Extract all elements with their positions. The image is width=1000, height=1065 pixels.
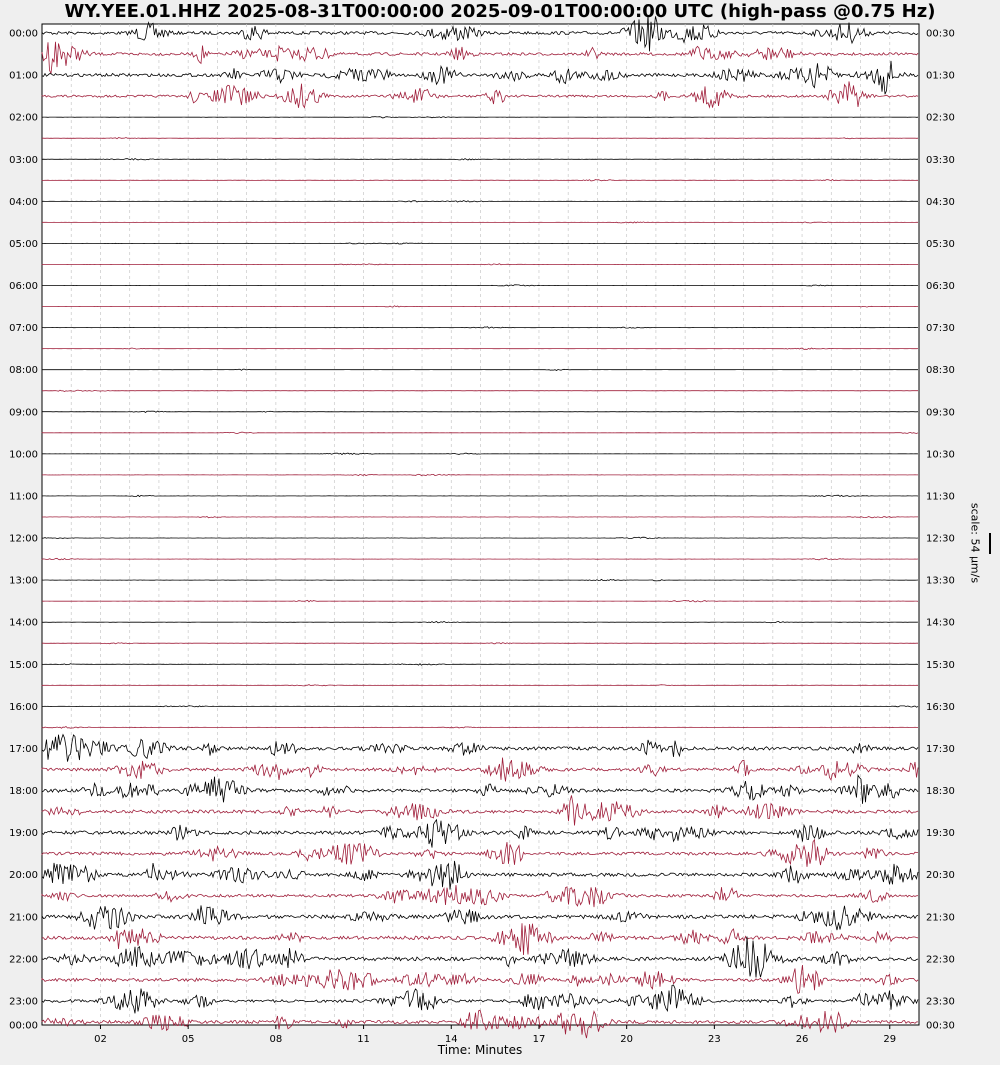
left-hour-label: 09:00	[9, 407, 38, 419]
right-hour-label: 11:30	[926, 491, 955, 503]
left-hour-label: 00:00	[9, 28, 38, 40]
right-hour-labels	[926, 29, 955, 1032]
x-tick-label: 29	[883, 1034, 897, 1045]
x-tick-label: 02	[94, 1034, 107, 1045]
right-hour-label: 22:30	[926, 954, 955, 966]
right-hour-label: 05:30	[926, 238, 955, 250]
right-hour-label: 02:30	[926, 112, 955, 124]
x-tick-label: 23	[707, 1034, 721, 1045]
left-hour-label: 13:00	[9, 575, 38, 587]
left-hour-label: 11:00	[9, 491, 38, 503]
x-tick-label: 11	[357, 1034, 370, 1045]
right-hour-label: 17:30	[926, 743, 955, 755]
x-tick-label: 08	[269, 1034, 283, 1045]
right-hour-label: 10:30	[926, 449, 955, 461]
right-hour-label: 07:30	[926, 323, 955, 335]
right-hour-label: 23:30	[926, 996, 955, 1008]
chart-title: WY.YEE.01.HHZ 2025-08-31T00:00:00 2025-09-01T00:00:00 UTC (high-pass @0.75 Hz)	[64, 1, 936, 22]
left-hour-label: 03:00	[9, 154, 38, 166]
right-hour-label: 20:30	[926, 870, 955, 882]
right-hour-label: 15:30	[926, 659, 955, 671]
left-hour-label: 08:00	[9, 365, 38, 377]
right-hour-label: 14:30	[926, 617, 955, 629]
left-hour-label: 06:00	[9, 281, 38, 293]
left-hour-label: 15:00	[9, 659, 38, 671]
left-hour-label: 16:00	[9, 701, 38, 713]
right-hour-label: 13:30	[926, 575, 955, 587]
left-hour-label: 00:00	[9, 1020, 38, 1032]
left-hour-label: 12:00	[9, 533, 38, 545]
x-tick-label: 26	[795, 1034, 809, 1045]
x-tick-label: 20	[620, 1034, 634, 1045]
right-hour-label: 03:30	[926, 154, 955, 166]
right-hour-label: 00:30	[926, 28, 955, 40]
right-hour-label: 00:30	[926, 1020, 955, 1032]
left-hour-label: 02:00	[9, 112, 38, 124]
scale-label: scale: 54 µm/s	[968, 502, 982, 584]
right-hour-label: 09:30	[926, 407, 955, 419]
left-hour-label: 23:00	[9, 996, 38, 1008]
left-hour-label: 22:00	[9, 954, 38, 966]
left-hour-labels	[9, 29, 38, 1032]
right-hour-label: 04:30	[926, 196, 955, 208]
right-hour-label: 08:30	[926, 365, 955, 377]
left-hour-label: 19:00	[9, 828, 38, 840]
left-hour-label: 21:00	[9, 912, 38, 924]
x-axis-ticks	[94, 1025, 896, 1045]
right-hour-label: 21:30	[926, 912, 955, 924]
left-hour-label: 04:00	[9, 196, 38, 208]
x-tick-label: 14	[444, 1034, 458, 1045]
x-axis-label: Time: Minutes	[437, 1043, 523, 1057]
left-hour-label: 07:00	[9, 323, 38, 335]
right-hour-label: 19:30	[926, 828, 955, 840]
left-hour-label: 14:00	[9, 617, 38, 629]
x-tick-label: 17	[532, 1034, 546, 1045]
left-hour-label: 01:00	[9, 70, 38, 82]
left-hour-label: 10:00	[9, 449, 38, 461]
left-hour-label: 17:00	[9, 743, 38, 755]
x-tick-label: 05	[181, 1034, 195, 1045]
left-hour-label: 18:00	[9, 786, 38, 798]
left-hour-label: 05:00	[9, 238, 38, 250]
right-hour-label: 01:30	[926, 70, 955, 82]
left-hour-label: 20:00	[9, 870, 38, 882]
scale-bar	[989, 533, 991, 554]
right-hour-label: 06:30	[926, 281, 955, 293]
right-hour-label: 16:30	[926, 701, 955, 713]
right-hour-label: 18:30	[926, 786, 955, 798]
right-hour-label: 12:30	[926, 533, 955, 545]
